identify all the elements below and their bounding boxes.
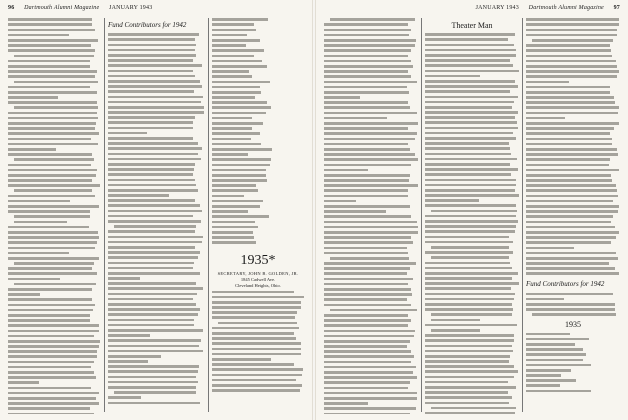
- right-page-header: [324, 5, 620, 15]
- column-rule: [522, 18, 523, 412]
- right-col3-list: [526, 331, 620, 393]
- column-rule: [208, 18, 209, 412]
- secretary-address-2: Cleveland Heights, Ohio.: [235, 283, 281, 289]
- right-class-year: 1935: [565, 320, 581, 330]
- left-column-3: [212, 17, 304, 414]
- secretary-address-1: 1845 Cadwell Ave.: [240, 277, 276, 283]
- text-line: [212, 388, 304, 393]
- left-col1-text: [8, 17, 100, 414]
- text-line: [108, 400, 204, 405]
- right-page: [316, 0, 628, 420]
- right-col3-text: [526, 17, 620, 276]
- right-magazine-title: Dartmouth Alumni Magazine: [528, 5, 604, 11]
- text-line: [212, 240, 304, 245]
- left-issue-date: JANUARY 1943: [109, 5, 153, 11]
- left-col2-text: [108, 32, 204, 406]
- right-column-2: [425, 17, 519, 414]
- text-line: [526, 271, 620, 276]
- left-col3-list: [212, 17, 304, 245]
- text-line: [425, 411, 519, 414]
- right-col1-text: [324, 17, 418, 414]
- class-year-heading: 1935*: [240, 253, 276, 269]
- left-column-2: [108, 17, 204, 414]
- left-magazine-title: Dartmouth Alumni Magazine: [24, 5, 100, 11]
- left-column-1: [8, 17, 100, 414]
- text-line: [8, 411, 100, 414]
- right-column-3: [526, 17, 620, 414]
- right-column-1: [324, 17, 418, 414]
- right-page-number: 97: [613, 5, 620, 11]
- left-page-header: [8, 5, 304, 15]
- text-line: [324, 411, 418, 414]
- left-page-number: 96: [8, 5, 15, 11]
- right-issue-date: JANUARY 1943: [475, 5, 519, 11]
- right-fund-contributors-title: Fund Contributors for 1942: [526, 280, 605, 289]
- column-rule: [104, 18, 105, 412]
- right-col3-text-2: [526, 291, 620, 317]
- left-col3-text: [212, 289, 304, 393]
- class-secretary: SECRETARY, JOHN B. GOLDEN, JR.: [217, 271, 299, 277]
- left-page: [0, 0, 312, 420]
- text-line: [526, 312, 620, 317]
- right-col2-text: [425, 32, 519, 414]
- left-fund-contributors-title: Fund Contributors for 1942: [108, 21, 187, 29]
- text-line: [526, 388, 620, 393]
- theater-man-title: Theater Man: [451, 21, 493, 30]
- column-rule: [421, 18, 422, 412]
